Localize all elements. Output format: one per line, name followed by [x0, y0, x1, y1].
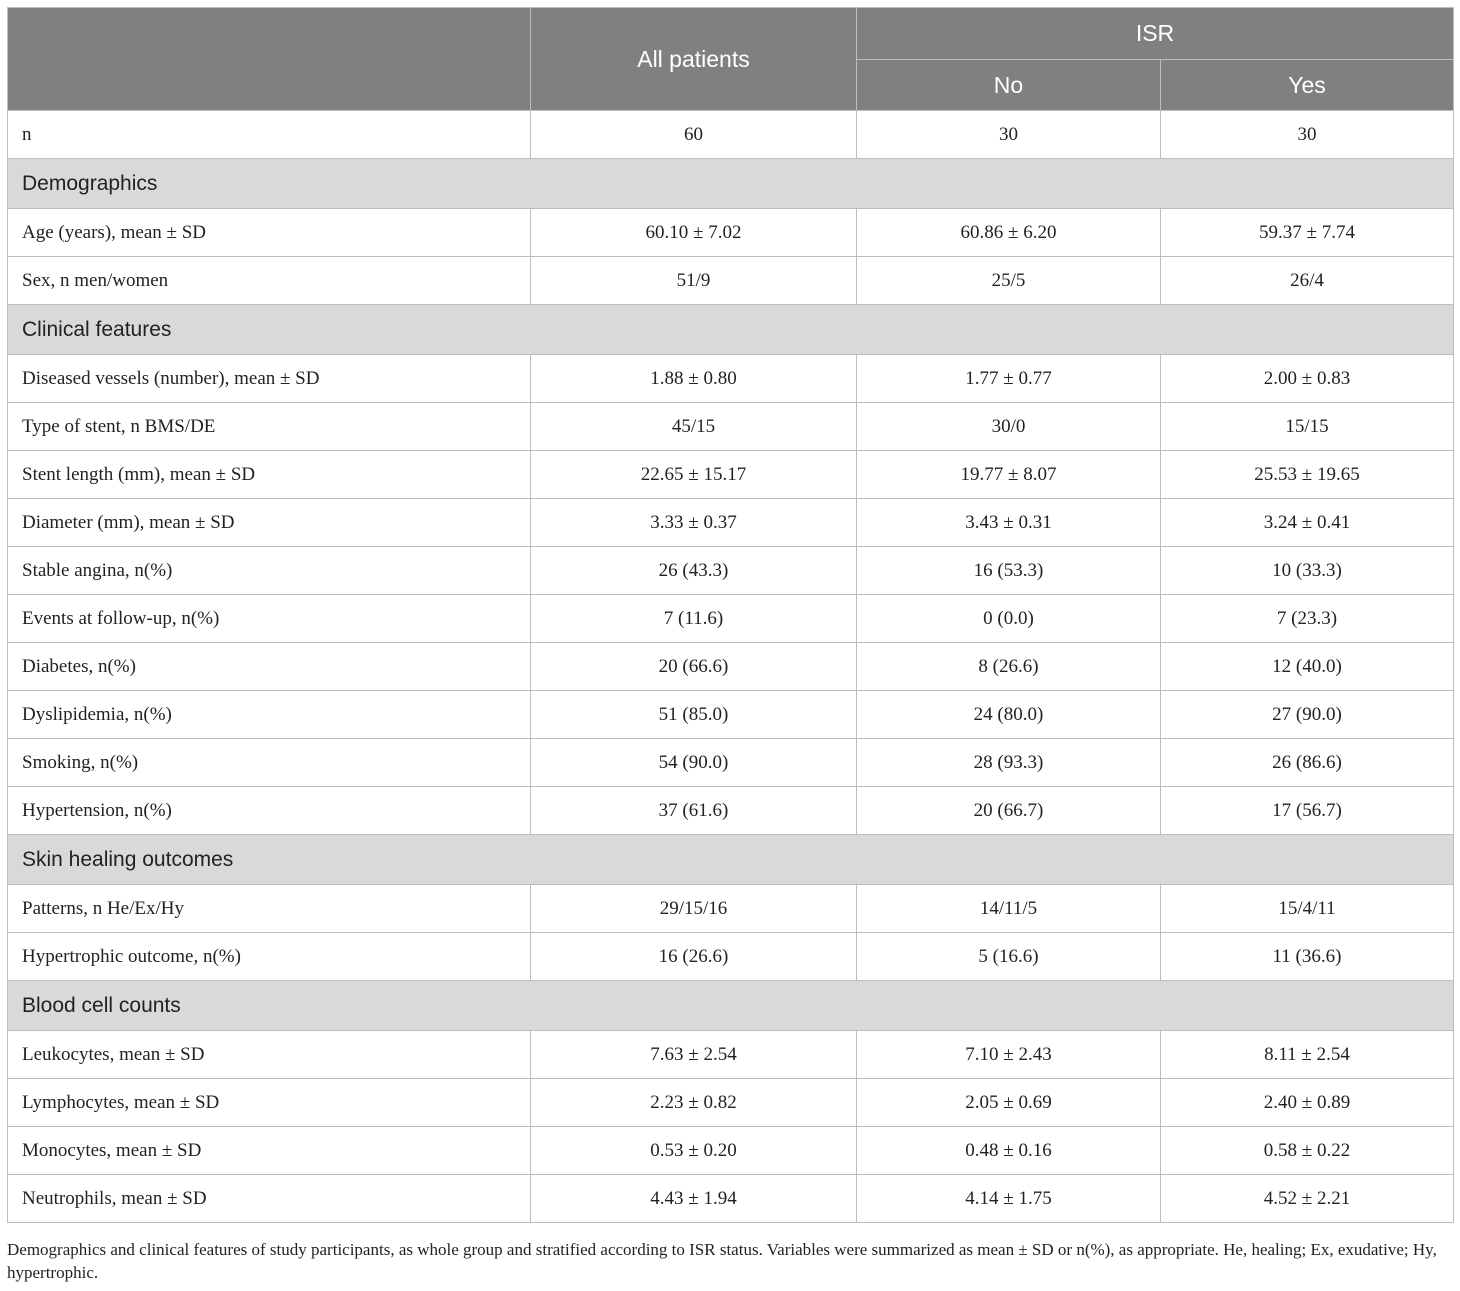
table-row — [8, 547, 1454, 595]
cell-all-patients: 1.88 ± 0.80 — [531, 355, 857, 403]
header-empty-cell — [8, 8, 531, 111]
table-row — [8, 499, 1454, 547]
cell-isr-yes: 17 (56.7) — [1161, 787, 1454, 835]
cell-isr-no: 1.77 ± 0.77 — [857, 355, 1161, 403]
cell-isr-yes: 7 (23.3) — [1161, 595, 1454, 643]
row-label: Sex, n men/women — [8, 257, 531, 305]
cell-isr-no: 2.05 ± 0.69 — [857, 1079, 1161, 1127]
table-row — [8, 111, 1454, 159]
section-header-row — [8, 159, 1454, 209]
cell-all-patients: 7 (11.6) — [531, 595, 857, 643]
characteristics-table — [7, 7, 1454, 1223]
row-label: Diabetes, n(%) — [8, 643, 531, 691]
cell-isr-no: 5 (16.6) — [857, 933, 1161, 981]
section-label: Demographics — [8, 159, 1454, 209]
cell-isr-yes: 59.37 ± 7.74 — [1161, 209, 1454, 257]
cell-all-patients: 2.23 ± 0.82 — [531, 1079, 857, 1127]
table-row — [8, 595, 1454, 643]
table-row — [8, 1175, 1454, 1223]
cell-isr-no: 30 — [857, 111, 1161, 159]
cell-isr-yes: 10 (33.3) — [1161, 547, 1454, 595]
section-label: Clinical features — [8, 305, 1454, 355]
cell-all-patients: 54 (90.0) — [531, 739, 857, 787]
cell-isr-yes: 8.11 ± 2.54 — [1161, 1031, 1454, 1079]
row-label: Monocytes, mean ± SD — [8, 1127, 531, 1175]
table-container — [7, 7, 1453, 1223]
row-label: Age (years), mean ± SD — [8, 209, 531, 257]
cell-isr-yes: 2.00 ± 0.83 — [1161, 355, 1454, 403]
table-row — [8, 403, 1454, 451]
row-label: Type of stent, n BMS/DE — [8, 403, 531, 451]
table-row — [8, 643, 1454, 691]
table-row — [8, 1079, 1454, 1127]
cell-all-patients: 60.10 ± 7.02 — [531, 209, 857, 257]
cell-isr-yes: 26 (86.6) — [1161, 739, 1454, 787]
cell-isr-no: 14/11/5 — [857, 885, 1161, 933]
cell-all-patients: 29/15/16 — [531, 885, 857, 933]
row-label: Leukocytes, mean ± SD — [8, 1031, 531, 1079]
table-row — [8, 209, 1454, 257]
row-label: Hypertension, n(%) — [8, 787, 531, 835]
row-label: Lymphocytes, mean ± SD — [8, 1079, 531, 1127]
cell-isr-no: 60.86 ± 6.20 — [857, 209, 1161, 257]
table-body — [8, 111, 1454, 1223]
cell-isr-no: 19.77 ± 8.07 — [857, 451, 1161, 499]
header-isr: ISR — [857, 8, 1454, 60]
row-label: Patterns, n He/Ex/Hy — [8, 885, 531, 933]
cell-isr-no: 20 (66.7) — [857, 787, 1161, 835]
cell-all-patients: 3.33 ± 0.37 — [531, 499, 857, 547]
cell-all-patients: 26 (43.3) — [531, 547, 857, 595]
cell-isr-no: 8 (26.6) — [857, 643, 1161, 691]
cell-isr-no: 16 (53.3) — [857, 547, 1161, 595]
cell-isr-no: 25/5 — [857, 257, 1161, 305]
cell-isr-yes: 25.53 ± 19.65 — [1161, 451, 1454, 499]
cell-all-patients: 22.65 ± 15.17 — [531, 451, 857, 499]
cell-all-patients: 0.53 ± 0.20 — [531, 1127, 857, 1175]
row-label: Hypertrophic outcome, n(%) — [8, 933, 531, 981]
table-footnote: Demographics and clinical features of study participants, as whole group and stratified according to ISR status. Variables were summarized as mean ± SD or n(%), as appropriate. He, healing; Ex, exudative; Hy, hypertrophic. — [7, 1240, 1437, 1282]
section-header-row — [8, 305, 1454, 355]
section-label: Skin healing outcomes — [8, 835, 1454, 885]
cell-isr-yes: 27 (90.0) — [1161, 691, 1454, 739]
table-row — [8, 1127, 1454, 1175]
table-row — [8, 787, 1454, 835]
cell-isr-no: 4.14 ± 1.75 — [857, 1175, 1161, 1223]
table-row — [8, 355, 1454, 403]
row-label: Stent length (mm), mean ± SD — [8, 451, 531, 499]
row-label: Events at follow-up, n(%) — [8, 595, 531, 643]
cell-isr-yes: 12 (40.0) — [1161, 643, 1454, 691]
cell-isr-yes: 4.52 ± 2.21 — [1161, 1175, 1454, 1223]
row-label: Dyslipidemia, n(%) — [8, 691, 531, 739]
header-isr-yes: Yes — [1161, 60, 1454, 111]
row-label: Diameter (mm), mean ± SD — [8, 499, 531, 547]
cell-all-patients: 7.63 ± 2.54 — [531, 1031, 857, 1079]
row-label: Neutrophils, mean ± SD — [8, 1175, 531, 1223]
cell-all-patients: 45/15 — [531, 403, 857, 451]
cell-all-patients: 16 (26.6) — [531, 933, 857, 981]
cell-isr-no: 7.10 ± 2.43 — [857, 1031, 1161, 1079]
table-row — [8, 933, 1454, 981]
cell-isr-no: 0 (0.0) — [857, 595, 1161, 643]
header-isr-no: No — [857, 60, 1161, 111]
cell-all-patients: 37 (61.6) — [531, 787, 857, 835]
section-header-row — [8, 835, 1454, 885]
cell-isr-yes: 26/4 — [1161, 257, 1454, 305]
section-label: Blood cell counts — [8, 981, 1454, 1031]
table-row — [8, 451, 1454, 499]
row-label: Diseased vessels (number), mean ± SD — [8, 355, 531, 403]
row-label: Stable angina, n(%) — [8, 547, 531, 595]
cell-all-patients: 20 (66.6) — [531, 643, 857, 691]
cell-isr-yes: 11 (36.6) — [1161, 933, 1454, 981]
table-row — [8, 691, 1454, 739]
cell-isr-no: 24 (80.0) — [857, 691, 1161, 739]
cell-isr-no: 0.48 ± 0.16 — [857, 1127, 1161, 1175]
cell-all-patients: 51 (85.0) — [531, 691, 857, 739]
table-row — [8, 739, 1454, 787]
cell-isr-yes: 3.24 ± 0.41 — [1161, 499, 1454, 547]
cell-isr-no: 28 (93.3) — [857, 739, 1161, 787]
table-row — [8, 885, 1454, 933]
row-label: n — [8, 111, 531, 159]
cell-all-patients: 4.43 ± 1.94 — [531, 1175, 857, 1223]
cell-isr-yes: 15/4/11 — [1161, 885, 1454, 933]
section-header-row — [8, 981, 1454, 1031]
cell-isr-no: 3.43 ± 0.31 — [857, 499, 1161, 547]
cell-isr-yes: 30 — [1161, 111, 1454, 159]
cell-isr-yes: 15/15 — [1161, 403, 1454, 451]
cell-all-patients: 60 — [531, 111, 857, 159]
cell-isr-yes: 0.58 ± 0.22 — [1161, 1127, 1454, 1175]
cell-all-patients: 51/9 — [531, 257, 857, 305]
header-all-patients: All patients — [531, 8, 857, 111]
cell-isr-yes: 2.40 ± 0.89 — [1161, 1079, 1454, 1127]
row-label: Smoking, n(%) — [8, 739, 531, 787]
cell-isr-no: 30/0 — [857, 403, 1161, 451]
table-row — [8, 1031, 1454, 1079]
table-row — [8, 257, 1454, 305]
